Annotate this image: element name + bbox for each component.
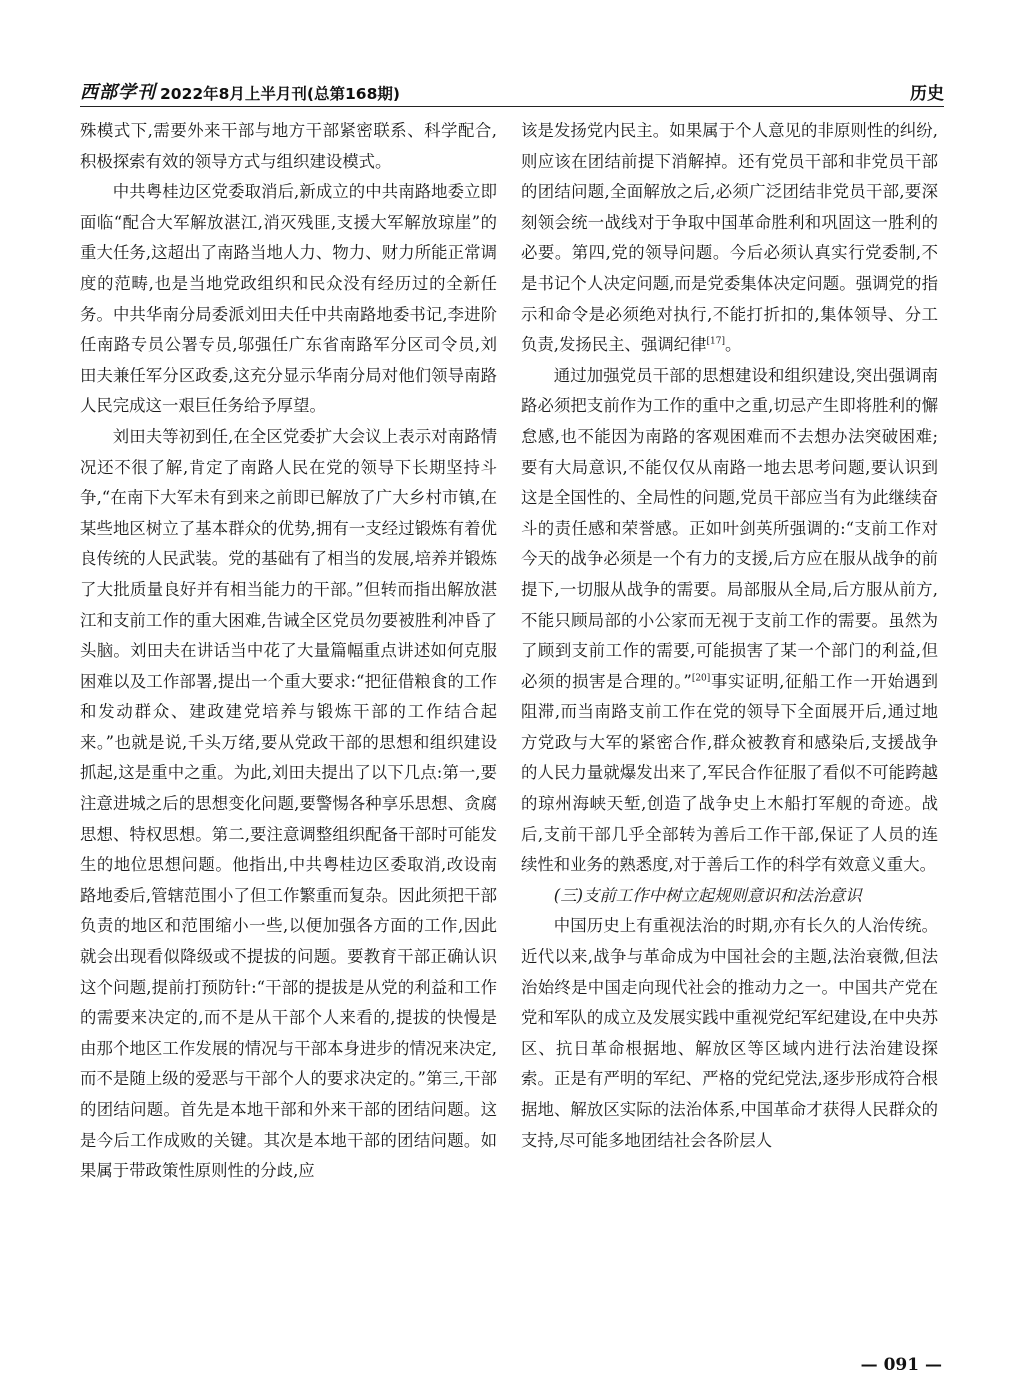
section-heading: (三)支前工作中树立起规则意识和法治意识 <box>553 885 862 905</box>
paragraph-text: 通过加强党员干部的思想建设和组织建设,突出强调南路必须把支前作为工作的重中之重,切忌产生即将胜利的懈怠感,也不能因为南路的客观困难而不去想办法突破困难;要有大局意识,不能仅仅从南路一地去思考问题,要认识到这是全国性的、全局性的问题,党员干部应当有为此继续奋斗的责任感和荣誉感。正如叶剑英所强调的:“支前工作对今天的战争必须是一个有力的支援,后方应在服从战争的前提下,一切服从战争的需要。局部服从全局,后方服从前方,不能只顾局部的小公家而无视于支前工作的需要。虽然为了顾到支前工作的需要,可能损害了某一个部门的利益,但必须的损害是合理的。” <box>521 365 938 691</box>
paragraph: 刘田夫等初到任,在全区党委扩大会议上表示对南路情况还不很了解,肯定了南路人民在党的领导下长期坚持斗争,“在南下大军未有到来之前即已解放了广大乡村市镇,在某些地区树立了基本群众的优势,拥有一支经过锻炼有着优良传统的人民武装。党的基础有了相当的发展,培养并锻炼了大批质量良好并有相当能力的干部。”但转而指出解放湛江和支前工作的重大困难,告诫全区党员勿要被胜利冲昏了头脑。刘田夫在讲话当中花了大量篇幅重点讲述如何克服困难以及工作部署,提出一个重大要求:“把征借粮食的工作和发动群众、建政建党培养与锻炼干部的工作结合起来。”也就是说,千头万绪,要从党政干部的思想和组织建设抓起,这是重中之重。为此,刘田夫提出了以下几点:第一,要注意进城之后的思想变化问题,要警惕各种享乐思想、贪腐思想、特权思想。第二,要注意调整组织配备干部时可能发生的地位思想问题。他指出,中共粤桂边区委取消,改设南路地委后,管辖范围小了但工作繁重而复杂。因此须把干部负责的地区和范围缩小一些,以便加强各方面的工作,因此就会出现看似降级或不提拔的问题。要教育干部正确认识这个问题,提前打预防针:“干部的提拔是从党的利益和工作的需要来决定的,而不是从干部个人来看的,提拔的快慢是由那个地区工作发展的情况与干部本身进步的情况来决定,而不是随上级的爱恶与干部个人的要求决定的。”第三,干部的团结问题。首先是本地干部和外来干部的团结问题。这是今后工作成败的关键。其次是本地干部的团结问题。如果属于带政策性原则性的分歧,应 <box>80 426 497 1181</box>
paragraph: 殊模式下,需要外来干部与地方干部紧密联系、科学配合,积极探索有效的领导方式与组织建设模式。 <box>80 121 497 171</box>
right-column <box>521 116 938 1326</box>
paragraph <box>521 116 938 361</box>
paragraph: 中共粤桂边区党委取消后,新成立的中共南路地委立即面临“配合大军解放湛江,消灭残匪,支援大军解放琼崖”的重大任务,这超出了南路当地人力、物力、财力所能正常调度的范畴,也是当地党政组织和民众没有经历过的全新任务。中共华南分局委派刘田夫任中共南路地委书记,李进阶任南路专员公署专员,邬强任广东省南路军分区司令员,刘田夫兼任军分区政委,这充分显示华南分局对他们领导南路人民完成这一艰巨任务给予厚望。 <box>80 182 497 416</box>
paragraph: 中国历史上有重视法治的时期,亦有长久的人治传统。近代以来,战争与革命成为中国社会的主题,法治衰微,但法治始终是中国走向现代社会的推动力之一。中国共产党在党和军队的成立及发展实践中重视党纪军纪建设,在中央苏区、抗日革命根据地、解放区等区域内进行法治建设探索。正是有严明的军纪、严格的党纪党法,逐步形成符合根据地、解放区实际的法治体系,中国革命才获得人民群众的支持,尽可能多地团结社会各阶层人 <box>521 916 938 1150</box>
page-header <box>80 70 944 104</box>
citation-ref: [20] <box>691 673 711 684</box>
paragraph-text: 。 <box>725 335 742 355</box>
citation-ref: [17] <box>706 336 725 347</box>
header-rule <box>80 106 944 107</box>
journal-logo: 西部学刊 <box>80 82 156 103</box>
page-number: — 091 — <box>860 1355 942 1375</box>
section-label: 历史 <box>910 84 944 104</box>
paragraph-text: 事实证明,征船工作一开始遇到阻滞,而当南路支前工作在党的领导下全面展开后,通过地方党政与大军的紧密合作,群众被教育和感染后,支援战争的人民力量就爆发出来了,军民合作征服了看似不可能跨越的琼州海峡天堑,创造了战争史上木船打军舰的奇迹。战后,支前干部几乎全部转为善后工作干部,保证了人员的连续性和业务的熟悉度,对于善后工作的科学有效意义重大。 <box>521 671 938 875</box>
paragraph <box>521 361 938 881</box>
left-column <box>80 116 497 1326</box>
paragraph-text: 该是发扬党内民主。如果属于个人意见的非原则性的纠纷,则应该在团结前提下消解掉。还有党员干部和非党员干部的团结问题,全面解放之后,必须广泛团结非党员干部,要深刻领会统一战线对于争取中国革命胜利和巩固这一胜利的必要。第四,党的领导问题。今后必须认真实行党委制,不是书记个人决定问题,而是党委集体决定问题。强调党的指示和命令是必须绝对执行,不能打折扣的,集体领导、分工负责,发扬民主、强调纪律 <box>521 121 938 355</box>
header-left <box>80 78 400 104</box>
issue-info: 2022年8月上半月刊(总第168期) <box>160 85 400 103</box>
